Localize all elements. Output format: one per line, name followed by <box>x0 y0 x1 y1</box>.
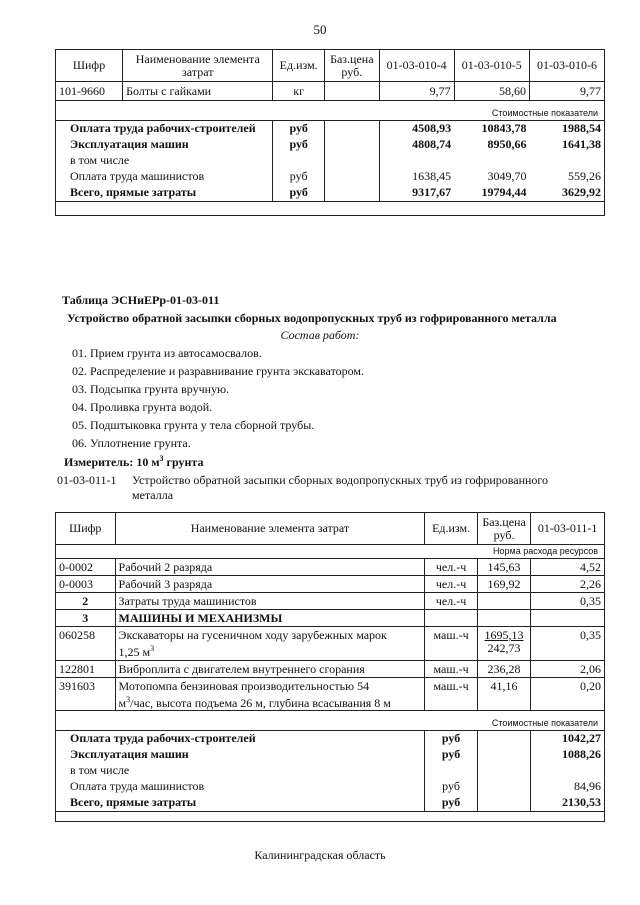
summary-row <box>56 779 605 795</box>
summary-v3: 1641,38 <box>529 137 604 153</box>
summary-v1: 1638,45 <box>412 169 452 183</box>
summary-name: Всего, прямые затраты <box>56 795 425 812</box>
summary-unit: руб <box>425 730 477 747</box>
header-code: Шифр <box>56 50 123 82</box>
row-unit: кг <box>273 82 325 101</box>
summary-v3: 1988,54 <box>529 120 604 137</box>
summary-name: Оплата труда машинистов <box>56 169 273 185</box>
row-base: 1695,13 242,73 <box>477 627 530 661</box>
row-base: 145,63 <box>477 559 530 576</box>
row-unit: чел.-ч <box>425 559 477 576</box>
table-row <box>56 593 605 610</box>
list-item: 04. Проливка грунта водой. <box>72 400 213 414</box>
summary-row <box>56 763 605 779</box>
group-name: МАШИНЫ И МЕХАНИЗМЫ <box>115 610 425 627</box>
summary-name: Эксплуатация машин <box>56 747 425 763</box>
page-number: 50 <box>313 22 327 37</box>
summary-unit: руб <box>273 185 325 202</box>
table-title: Таблица ЭСНиЕРр-01-03-011 <box>62 293 220 307</box>
table-row <box>56 559 605 576</box>
table-row <box>56 82 605 101</box>
list-item: 06. Уплотнение грунта. <box>72 436 191 450</box>
header-unit: Ед.изм. <box>273 50 325 82</box>
norm-label: Норма расхода ресурсов <box>56 545 605 559</box>
row-name: Болты с гайками <box>123 82 273 101</box>
summary-row <box>56 747 605 763</box>
list-item: 05. Подштыковка грунта у тела сборной трубы. <box>72 418 315 432</box>
summary-name: Оплата труда рабочих-строителей <box>56 120 273 137</box>
summary-row <box>56 120 605 137</box>
row-base <box>477 593 530 610</box>
row-name: Мотопомпа бензиновая производительностью 54 $м^3$/час, высота подъема 26 м, глубина всасывания 8 м <box>115 678 425 711</box>
summary-v1: 9317,67 <box>379 185 454 202</box>
row-base: 169,92 <box>477 576 530 593</box>
row-value: 2,06 <box>531 661 605 678</box>
row-value: 0,35 <box>531 627 605 661</box>
row-unit: маш.-ч <box>425 661 477 678</box>
summary-row <box>56 169 605 185</box>
header-col-3: 01-03-010-6 <box>529 50 604 82</box>
summary-name: в том числе <box>56 763 425 779</box>
row-code: 0-0002 <box>56 559 116 576</box>
resource-table-2 <box>55 512 605 822</box>
row-value: 0,20 <box>531 678 605 711</box>
summary-name: Оплата труда машинистов <box>56 779 425 795</box>
summary-unit: руб <box>425 795 477 812</box>
row-unit: чел.-ч <box>425 593 477 610</box>
header-unit: Ед.изм. <box>425 513 477 545</box>
group-row <box>56 610 605 627</box>
summary-row <box>56 730 605 747</box>
header-col-1: 01-03-011-1 <box>531 513 605 545</box>
row-code: 0-0003 <box>56 576 116 593</box>
row-code: 391603 <box>56 678 116 711</box>
item-text-cont: металла <box>132 488 174 502</box>
summary-unit: руб <box>273 169 325 185</box>
header-name: Наименование элемента затрат <box>115 513 425 545</box>
item-text: Устройство обратной засыпки сборных водопропускных труб из гофрированного <box>132 473 549 487</box>
row-v3: 9,77 <box>529 82 604 101</box>
row-base: 41,16 <box>477 678 530 711</box>
summary-v2: 19794,44 <box>454 185 529 202</box>
summary-value: 1088,26 <box>531 747 605 763</box>
row-value: 2,26 <box>531 576 605 593</box>
row-code: 122801 <box>56 661 116 678</box>
header-col-1: 01-03-010-4 <box>379 50 454 82</box>
table-row <box>56 678 605 711</box>
table-row <box>56 627 605 661</box>
header-base-price: Баз.цена руб. <box>324 50 379 82</box>
row-v1: 9,77 <box>379 82 454 101</box>
table-row <box>56 576 605 593</box>
row-value: 4,52 <box>531 559 605 576</box>
row-unit: маш.-ч <box>425 627 477 661</box>
summary-row <box>56 153 605 169</box>
row-name: Рабочий 3 разряда <box>115 576 425 593</box>
summary-v3: 559,26 <box>529 169 604 185</box>
row-value: 0,35 <box>531 593 605 610</box>
row-v2: 58,60 <box>454 82 529 101</box>
summary-v1: 4808,74 <box>412 137 452 151</box>
row-base <box>324 82 379 101</box>
row-unit: чел.-ч <box>425 576 477 593</box>
group-code: 3 <box>56 610 116 627</box>
summary-unit: руб <box>273 120 325 137</box>
works-title: Состав работ: <box>280 328 360 342</box>
summary-row <box>56 185 605 202</box>
row-unit: маш.-ч <box>425 678 477 711</box>
summary-v2: 3049,70 <box>487 169 527 183</box>
header-name: Наименование элемента затрат <box>123 50 273 82</box>
row-name: Рабочий 2 разряда <box>115 559 425 576</box>
header-base-price: Баз.цена руб. <box>477 513 530 545</box>
summary-unit: руб <box>425 779 477 795</box>
summary-value: 1042,27 <box>531 730 605 747</box>
summary-name: Всего, прямые затраты <box>56 185 273 202</box>
summary-v3: 3629,92 <box>529 185 604 202</box>
footer-region: Калининградская область <box>254 848 386 862</box>
resource-table-1 <box>55 49 605 216</box>
summary-name: Оплата труда рабочих-строителей <box>56 730 425 747</box>
summary-v1: 4508,93 <box>412 121 452 135</box>
row-name: Затраты труда машинистов <box>115 593 425 610</box>
header-code: Шифр <box>56 513 116 545</box>
measure-unit: Измеритель: 10 $м^3$ грунта <box>64 454 204 469</box>
row-code: 2 <box>56 593 116 610</box>
summary-name: Эксплуатация машин <box>56 137 273 153</box>
summary-v2: 10843,78 <box>481 121 527 135</box>
row-base: 236,28 <box>477 661 530 678</box>
row-name: Виброплита с двигателем внутреннего сгорания <box>115 661 425 678</box>
summary-v2: 8950,66 <box>487 137 527 151</box>
summary-name: в том числе <box>56 153 273 169</box>
section-label: Стоимостные показатели <box>56 107 605 121</box>
summary-row <box>56 795 605 812</box>
list-item: 01. Прием грунта из автосамосвалов. <box>72 346 262 360</box>
list-item: 03. Подсыпка грунта вручную. <box>72 382 230 396</box>
summary-value: 2130,53 <box>531 795 605 812</box>
summary-value: 84,96 <box>531 779 605 795</box>
summary-unit: руб <box>273 137 325 153</box>
summary-unit: руб <box>425 747 477 763</box>
list-item: 02. Распределение и разравнивание грунта экскаватором. <box>72 364 365 378</box>
summary-row <box>56 137 605 153</box>
row-code: 060258 <box>56 627 116 661</box>
row-code: 101-9660 <box>56 82 123 101</box>
table-subtitle: Устройство обратной засыпки сборных водопропускных труб из гофрированного металла <box>67 311 557 325</box>
header-col-2: 01-03-010-5 <box>454 50 529 82</box>
section-label: Стоимостные показатели <box>56 717 605 731</box>
item-code: 01-03-011-1 <box>57 473 117 487</box>
row-name: Экскаваторы на гусеничном ходу зарубежных марок 1,25 $м^3$ <box>115 627 425 661</box>
table-row <box>56 661 605 678</box>
